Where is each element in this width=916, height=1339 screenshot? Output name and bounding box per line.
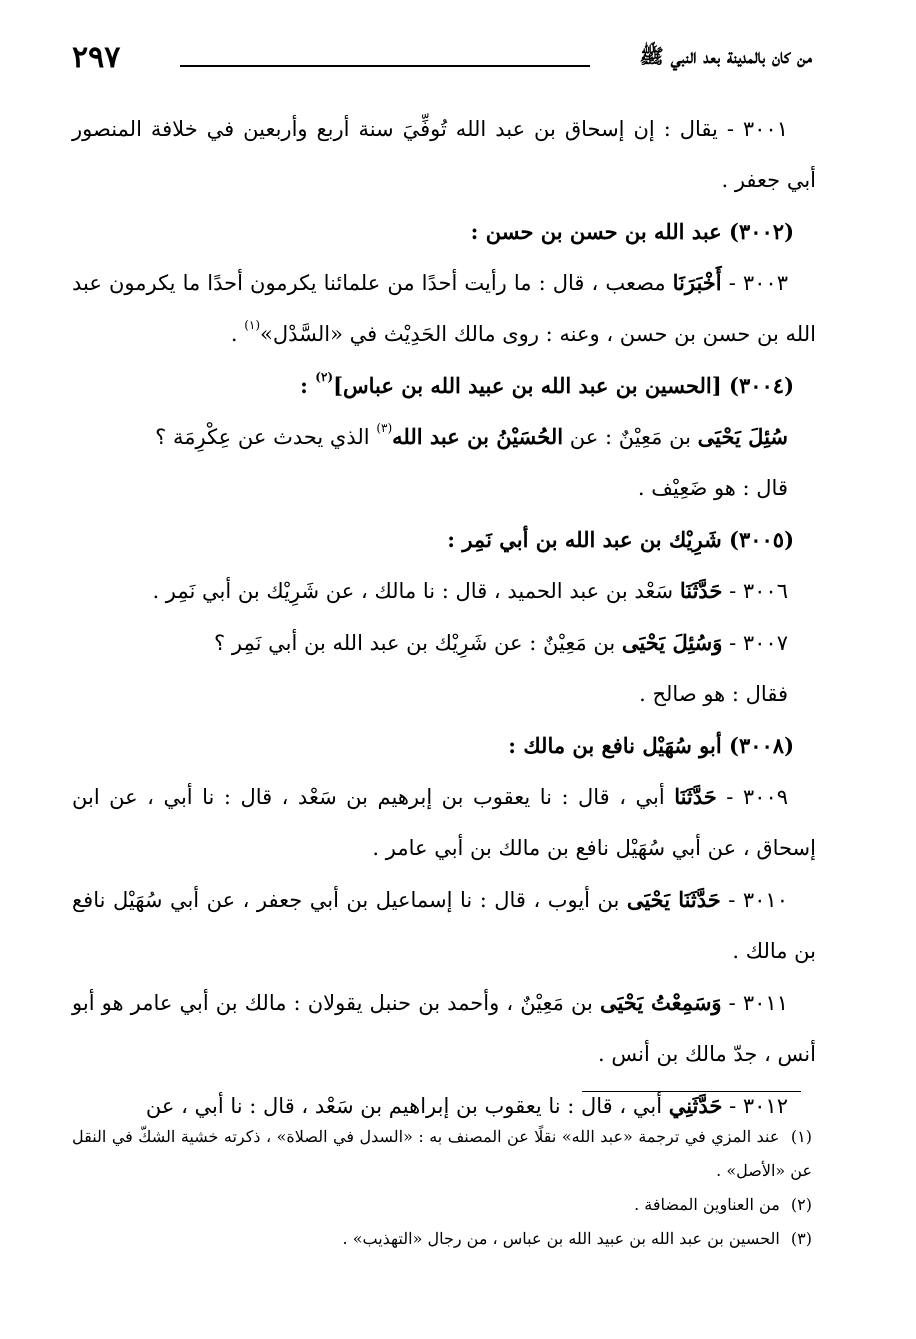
footnote-2: (٢) من العناوين المضافة . <box>634 1195 812 1214</box>
header-rule <box>180 65 590 67</box>
entry-3003: ٣٠٠٣ - أَخْبَرَنَا مصعب ، قال : ما رأيت أحدًا من علمائنا يكرمون أحدًا ما يكرمون عبد الله بن حسن بن حسن ، وعنه : روى مالك الحَدِيْث في «السَّدْل»$^{(١)}$ . <box>72 270 816 346</box>
page-header <box>72 38 812 82</box>
footnote-3: (٣) الحسين بن عبد الله بن عبيد الله بن عباس ، من رجال «التهذيب» . <box>342 1229 812 1248</box>
running-head: من كان بالمدينة بعد النبي ﷺ <box>639 44 812 68</box>
entry-3006: ٣٠٠٦ - حَدَّثَنَا سَعْد بن عبد الحميد ، قال : نا مالك ، عن شَرِيْك بن أبي نَمِر . <box>152 578 788 603</box>
footnote-ref-3: (٣) <box>376 421 393 435</box>
heading-3002: (٣٠٠٢) عبد الله بن حسن بن حسن : <box>470 219 794 244</box>
footnote-ref-2: (٢) <box>315 370 334 384</box>
heading-3008: (٣٠٠٨) أبو سُهَيْل نافع بن مالك : <box>508 733 794 758</box>
entry-3004-question: سُئِلَ يَحْيَى بن مَعِيْنٌ : عن الحُسَيْنُ بن عبد الله$^{(٣)}$ الذي يحدث عن عِكْرِمَة ؟ <box>155 421 788 449</box>
footnotes <box>72 1120 812 1256</box>
entry-3007: ٣٠٠٧ - وَسُئِلَ يَحْيَى بن مَعِيْنٌ : عن شَرِيْك بن عبد الله بن أبي نَمِر ؟ <box>214 630 788 655</box>
heading-3004: (٣٠٠٤) [الحسين بن عبد الله بن عبيد الله بن عباس]$^{(٢)}$ : <box>300 370 794 398</box>
heading-3005: (٣٠٠٥) شَرِيْك بن عبد الله بن أبي نَمِر : <box>447 527 794 552</box>
footnote-separator <box>582 1091 801 1092</box>
entry-3012: ٣٠١٢ - حَدَّثَنِي أبي ، قال : نا يعقوب بن إبراهيم بن سَعْد ، قال : نا أبي ، عن <box>145 1093 788 1118</box>
entry-3004-answer: قال : هو ضَعِيْف . <box>637 476 788 500</box>
footnote-ref-1: (١) <box>244 318 261 332</box>
entry-3010: ٣٠١٠ - حَدَّثَنَا يَحْيَى بن أيوب ، قال : نا إسماعيل بن أبي جعفر ، عن أبي سُهَيْل نافع بن مالك . <box>72 887 816 963</box>
entry-3001: ٣٠٠١ - يقال : إن إسحاق بن عبد الله تُوفِّيَ سنة أربع وأربعين في خلافة المنصور أبي جعفر . <box>72 117 816 192</box>
entry-3009: ٣٠٠٩ - حَدَّثَنَا أبي ، قال : نا يعقوب بن إبرهيم بن سَعْد ، قال : نا أبي ، عن ابن إسحاق ، عن أبي سُهَيْل نافع بن مالك بن أبي عامر . <box>72 784 816 860</box>
entry-3007-answer: فقال : هو صالح . <box>639 682 788 706</box>
main-text <box>72 104 816 1132</box>
page-number: ٢٩٧ <box>72 40 121 75</box>
footnote-1: (١) عند المزي في ترجمة «عبد الله» نقلًا عن المصنف به : «السدل في الصلاة» ، ذكرته خشية الشكّ في النقل عن «الأصل» . <box>72 1127 812 1180</box>
entry-3011: ٣٠١١ - وَسَمِعْتُ يَحْيَى بن مَعِيْنٌ ، وأحمد بن حنبل يقولان : مالك بن أبي عامر هو أبو أنس ، جدّ مالك بن أنس . <box>72 990 816 1066</box>
